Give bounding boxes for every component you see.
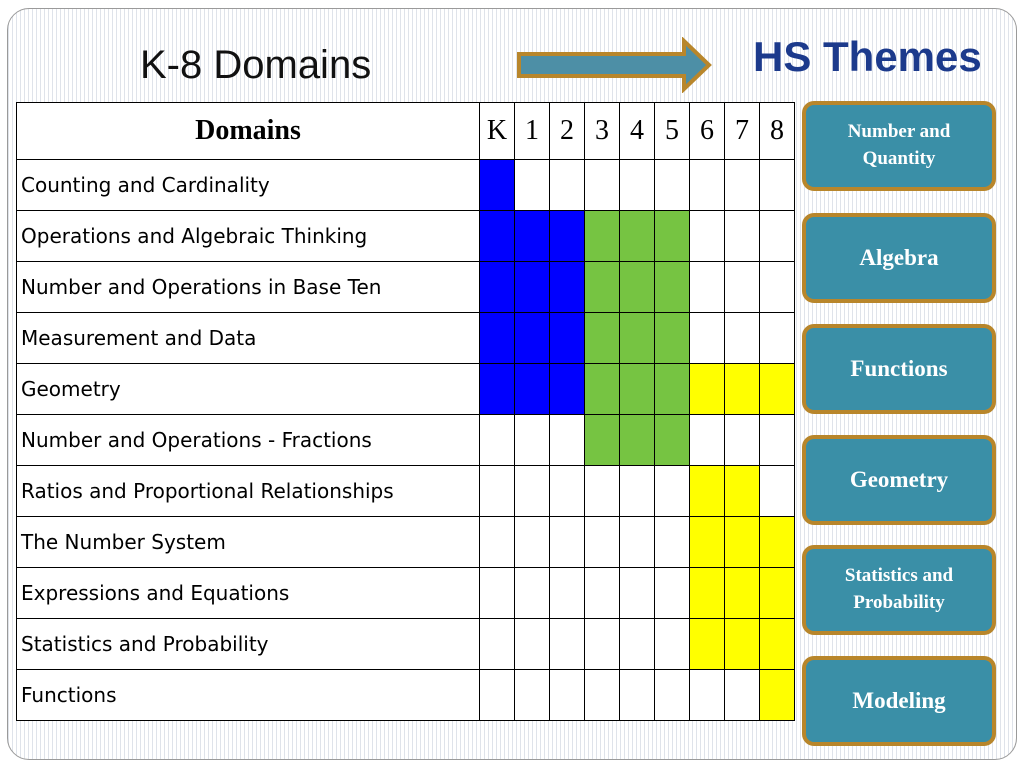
hs-theme-algebra: [802, 213, 996, 303]
grade-cell-empty: [760, 262, 795, 313]
grade-cell-yellow: [760, 364, 795, 415]
table-row: [17, 619, 795, 670]
grade-cell-blue: [480, 160, 515, 211]
grade-cell-yellow: [690, 517, 725, 568]
grade-cell-yellow: [760, 517, 795, 568]
grade-cell-empty: [725, 415, 760, 466]
domains-table: [16, 102, 795, 721]
domain-label: The Number System: [17, 517, 480, 568]
theme-label: Geometry: [849, 466, 949, 492]
grade-cell-empty: [550, 415, 585, 466]
grade-cell-empty: [550, 466, 585, 517]
grade-cell-green: [620, 211, 655, 262]
theme-label-line1: Statistics and: [844, 565, 954, 587]
grade-cell-green: [585, 415, 620, 466]
grade-cell-green: [585, 262, 620, 313]
hs-themes-title: HS Themes: [753, 33, 982, 80]
grade-cell-yellow: [690, 619, 725, 670]
grade-header: 7: [725, 103, 760, 160]
grade-cell-empty: [585, 160, 620, 211]
grade-cell-empty: [515, 160, 550, 211]
grade-header: 6: [690, 103, 725, 160]
grade-cell-blue: [515, 211, 550, 262]
grade-cell-empty: [515, 568, 550, 619]
grade-cell-empty: [585, 670, 620, 721]
grade-cell-empty: [760, 211, 795, 262]
theme-label-line1: Number and: [847, 121, 951, 143]
grade-cell-yellow: [725, 619, 760, 670]
domain-label: Operations and Algebraic Thinking: [17, 211, 480, 262]
table-body: [17, 160, 795, 721]
domain-label: Expressions and Equations: [17, 568, 480, 619]
grade-cell-empty: [550, 517, 585, 568]
grade-cell-blue: [550, 262, 585, 313]
grade-cell-empty: [585, 517, 620, 568]
grade-cell-yellow: [760, 619, 795, 670]
grade-cell-empty: [620, 670, 655, 721]
grade-cell-empty: [725, 160, 760, 211]
domain-label: Geometry: [17, 364, 480, 415]
grade-cell-green: [620, 262, 655, 313]
right-arrow-icon: [516, 37, 712, 93]
grade-cell-blue: [480, 211, 515, 262]
grade-cell-empty: [655, 466, 690, 517]
grade-cell-yellow: [725, 364, 760, 415]
table-row: [17, 364, 795, 415]
grade-cell-green: [655, 415, 690, 466]
grade-cell-empty: [620, 160, 655, 211]
grade-cell-empty: [585, 568, 620, 619]
grade-cell-blue: [550, 211, 585, 262]
grade-cell-yellow: [725, 517, 760, 568]
table-row: [17, 262, 795, 313]
grade-cell-empty: [690, 670, 725, 721]
grade-cell-green: [655, 364, 690, 415]
grade-cell-empty: [760, 313, 795, 364]
grade-cell-green: [620, 364, 655, 415]
grade-cell-yellow: [760, 568, 795, 619]
domain-label: Statistics and Probability: [17, 619, 480, 670]
grade-cell-empty: [690, 211, 725, 262]
grade-cell-empty: [585, 619, 620, 670]
theme-label: Modeling: [852, 687, 946, 713]
grade-cell-blue: [480, 262, 515, 313]
hs-theme-geometry: [802, 435, 996, 525]
hs-theme-statistics-and-probability: [802, 545, 996, 635]
grade-cell-green: [620, 313, 655, 364]
grade-cell-empty: [620, 517, 655, 568]
theme-label-line2: Probability: [853, 592, 945, 613]
grade-cell-yellow: [690, 568, 725, 619]
grade-cell-empty: [655, 619, 690, 670]
domain-label: Measurement and Data: [17, 313, 480, 364]
grade-cell-green: [655, 262, 690, 313]
grade-cell-empty: [655, 670, 690, 721]
grade-cell-green: [585, 364, 620, 415]
hs-theme-modeling: [802, 656, 996, 746]
table-row: [17, 517, 795, 568]
grade-cell-empty: [515, 517, 550, 568]
grade-cell-green: [585, 211, 620, 262]
grade-cell-green: [655, 313, 690, 364]
theme-label: [845, 563, 953, 616]
grade-cell-empty: [480, 466, 515, 517]
table-row: [17, 211, 795, 262]
grade-cell-empty: [550, 568, 585, 619]
grade-cell-empty: [760, 415, 795, 466]
grade-cell-empty: [550, 619, 585, 670]
theme-label: [848, 119, 951, 172]
theme-label: Algebra: [859, 244, 939, 270]
grade-cell-yellow: [690, 364, 725, 415]
table-row: [17, 466, 795, 517]
grade-cell-empty: [550, 160, 585, 211]
grade-cell-empty: [725, 262, 760, 313]
grade-cell-empty: [515, 670, 550, 721]
grade-cell-empty: [655, 160, 690, 211]
grade-cell-empty: [690, 262, 725, 313]
grade-header: 8: [760, 103, 795, 160]
grade-cell-empty: [550, 670, 585, 721]
grade-header: 1: [515, 103, 550, 160]
grade-cell-empty: [725, 313, 760, 364]
domain-label: Counting and Cardinality: [17, 160, 480, 211]
grade-header: 2: [550, 103, 585, 160]
domain-label: Functions: [17, 670, 480, 721]
grade-cell-empty: [515, 619, 550, 670]
grade-cell-green: [585, 313, 620, 364]
domain-label: Number and Operations - Fractions: [17, 415, 480, 466]
table-row: [17, 415, 795, 466]
grade-cell-empty: [480, 517, 515, 568]
grade-cell-empty: [515, 466, 550, 517]
hs-theme-functions: [802, 324, 996, 414]
grade-cell-blue: [480, 364, 515, 415]
table-row: [17, 568, 795, 619]
domain-label: Number and Operations in Base Ten: [17, 262, 480, 313]
theme-label: Functions: [850, 355, 948, 381]
grade-cell-empty: [515, 415, 550, 466]
grade-cell-empty: [690, 313, 725, 364]
grade-cell-yellow: [725, 466, 760, 517]
page-title: K-8 Domains: [140, 43, 372, 87]
grade-cell-blue: [550, 364, 585, 415]
grade-cell-empty: [480, 568, 515, 619]
grade-cell-yellow: [690, 466, 725, 517]
grade-cell-blue: [515, 364, 550, 415]
table-row: [17, 160, 795, 211]
table-row: [17, 670, 795, 721]
table-row: [17, 313, 795, 364]
grade-cell-empty: [760, 160, 795, 211]
grade-cell-empty: [620, 568, 655, 619]
grade-header: K: [480, 103, 515, 160]
grade-cell-empty: [655, 517, 690, 568]
grade-header: 4: [620, 103, 655, 160]
domains-header: Domains: [17, 103, 480, 160]
theme-label-line2: Quantity: [862, 148, 936, 169]
grade-cell-blue: [515, 313, 550, 364]
grade-cell-empty: [620, 466, 655, 517]
grade-cell-empty: [480, 670, 515, 721]
grade-cell-empty: [725, 211, 760, 262]
grade-cell-empty: [760, 466, 795, 517]
grade-cell-yellow: [725, 568, 760, 619]
grade-header: 3: [585, 103, 620, 160]
grade-cell-blue: [480, 313, 515, 364]
grade-header: 5: [655, 103, 690, 160]
grade-cell-empty: [480, 415, 515, 466]
grade-cell-green: [620, 415, 655, 466]
grade-cell-empty: [620, 619, 655, 670]
grade-cell-empty: [690, 160, 725, 211]
domain-label: Ratios and Proportional Relationships: [17, 466, 480, 517]
hs-theme-number-and-quantity: [802, 101, 996, 191]
grade-cell-empty: [690, 415, 725, 466]
grade-cell-green: [655, 211, 690, 262]
grade-cell-empty: [585, 466, 620, 517]
table-header-row: [17, 103, 795, 160]
grade-cell-yellow: [760, 670, 795, 721]
grade-cell-blue: [515, 262, 550, 313]
grade-cell-empty: [480, 619, 515, 670]
grade-cell-empty: [655, 568, 690, 619]
grade-cell-empty: [725, 670, 760, 721]
grade-cell-blue: [550, 313, 585, 364]
